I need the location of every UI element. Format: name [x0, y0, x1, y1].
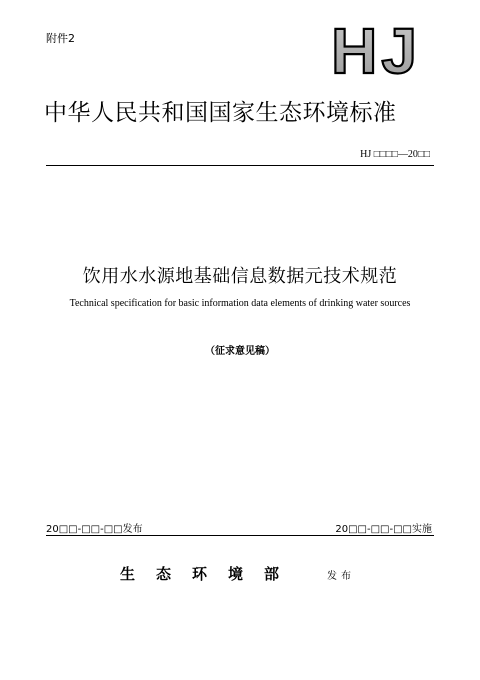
standard-number: HJ □□□□—20□□	[360, 149, 430, 160]
org-title: 中华人民共和国国家生态环境标准	[44, 100, 397, 126]
logo-text: HJ	[331, 18, 421, 76]
title-cn: 饮用水水源地基础信息数据元技术规范	[82, 266, 398, 287]
draft-status: （征求意见稿）	[205, 346, 275, 357]
attachment-label: 附件2	[46, 32, 75, 45]
implement-date: 20□□-□□-□□实施	[335, 524, 432, 535]
release-date: 20□□-□□-□□发布	[46, 524, 143, 535]
publisher-ministry: 生态环境部	[120, 565, 301, 583]
publisher-suffix: 发布	[327, 571, 355, 582]
hj-logo	[318, 18, 428, 76]
bottom-rule	[46, 535, 434, 536]
top-rule	[46, 165, 434, 166]
title-en: Technical specification for basic information data elements of drinking water sources	[69, 298, 411, 309]
